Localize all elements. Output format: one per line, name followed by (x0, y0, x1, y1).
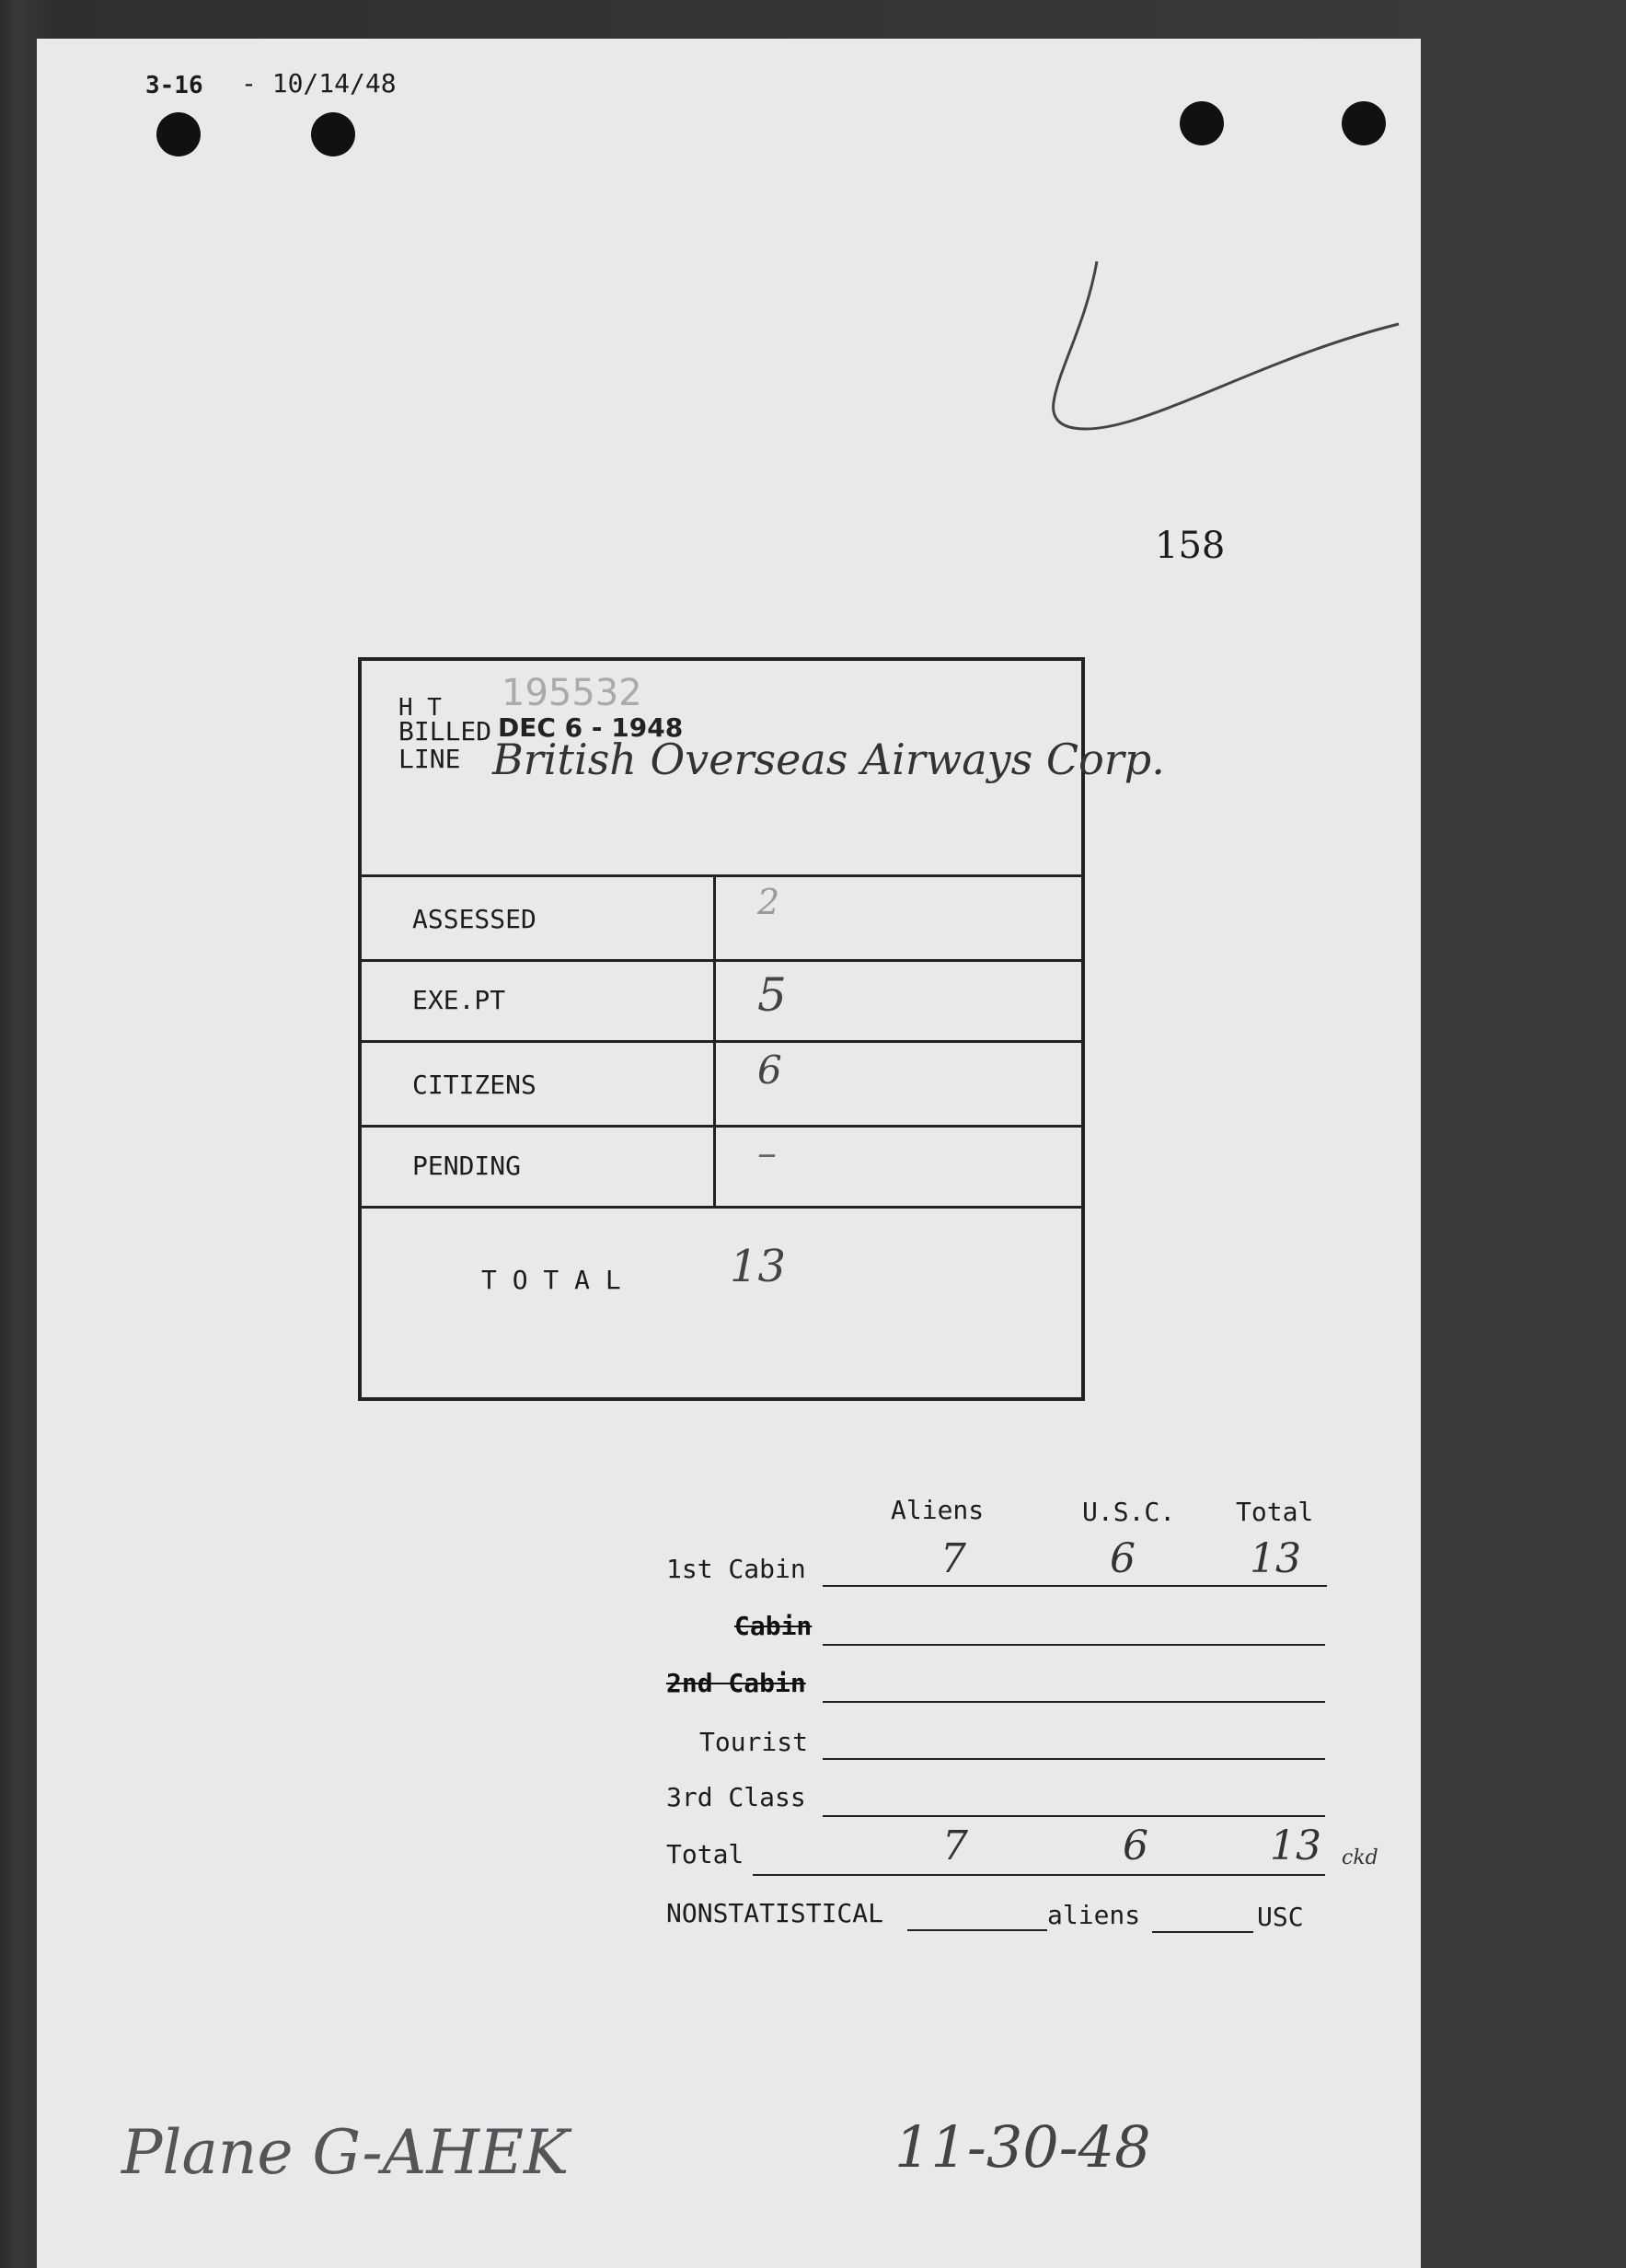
total-label: T O T A L (481, 1265, 621, 1295)
row-label-2nd-cabin: 2nd Cabin (666, 1668, 806, 1698)
ht-number: 195532 (502, 672, 642, 714)
form-number: 3-16 (145, 72, 203, 99)
citizens-label: CITIZENS (412, 1070, 536, 1100)
total-usc: 6 (1123, 1822, 1148, 1869)
total-check-note: ckd (1342, 1846, 1378, 1869)
total-aliens: 7 (942, 1822, 968, 1869)
checkmark-icon (1049, 214, 1417, 462)
row-underline (823, 1644, 1325, 1646)
row-underline (823, 1701, 1325, 1703)
nonstat-underline (1152, 1931, 1253, 1933)
assessed-label: ASSESSED (412, 904, 536, 934)
page-number: 158 (1155, 525, 1226, 567)
col-header-total: Total (1236, 1497, 1314, 1527)
pending-label: PENDING (412, 1151, 522, 1181)
col-header-aliens: Aliens (891, 1495, 985, 1525)
row-underline (823, 1758, 1325, 1760)
nonstatistical-label: NONSTATISTICAL (666, 1898, 884, 1928)
ht-label: H T (398, 694, 442, 722)
line-value: British Overseas Airways Corp. (492, 735, 1165, 784)
punch-hole (1180, 101, 1224, 145)
divider (362, 1040, 1081, 1043)
line-label: LINE (398, 744, 461, 774)
assessed-value: 2 (757, 882, 780, 922)
row-label-3rd-class: 3rd Class (666, 1782, 806, 1812)
pending-value: – (757, 1130, 777, 1175)
row-label-total: Total (666, 1839, 744, 1869)
column-divider (713, 874, 716, 1208)
punch-hole (1342, 101, 1386, 145)
nonstat-underline (907, 1929, 1047, 1931)
divider (362, 959, 1081, 962)
punch-hole (311, 112, 355, 156)
form-date: - 10/14/48 (241, 68, 397, 98)
citizens-value: 6 (757, 1047, 782, 1093)
divider (362, 1125, 1081, 1128)
first-cabin-aliens: 7 (940, 1535, 966, 1582)
divider (362, 874, 1081, 877)
row-underline (823, 1815, 1325, 1817)
row-underline (823, 1585, 1327, 1587)
plane-id: Plane G-AHEK (121, 2117, 570, 2188)
nonstat-usc-label: USC (1257, 1902, 1304, 1932)
row-label-tourist: Tourist (699, 1727, 809, 1757)
row-label-1st-cabin: 1st Cabin (666, 1554, 806, 1584)
total-total: 13 (1270, 1822, 1321, 1869)
col-header-usc: U.S.C. (1082, 1497, 1176, 1527)
billed-date-stamp: DEC 6 - 1948 (498, 712, 684, 743)
punch-hole (156, 112, 201, 156)
billed-label: BILLED (398, 716, 492, 746)
total-value: 13 (730, 1241, 787, 1292)
document-page (37, 39, 1421, 2268)
first-cabin-total: 13 (1250, 1535, 1301, 1582)
exempt-value: 5 (757, 968, 787, 1022)
footer-date: 11-30-48 (894, 2113, 1151, 2181)
first-cabin-usc: 6 (1110, 1535, 1136, 1582)
exempt-label: EXE.PT (412, 985, 506, 1015)
divider (362, 1206, 1081, 1209)
nonstat-aliens-label: aliens (1047, 1900, 1141, 1930)
row-label-cabin: Cabin (734, 1611, 813, 1641)
row-underline (753, 1874, 1325, 1876)
billing-box (358, 657, 1165, 1401)
